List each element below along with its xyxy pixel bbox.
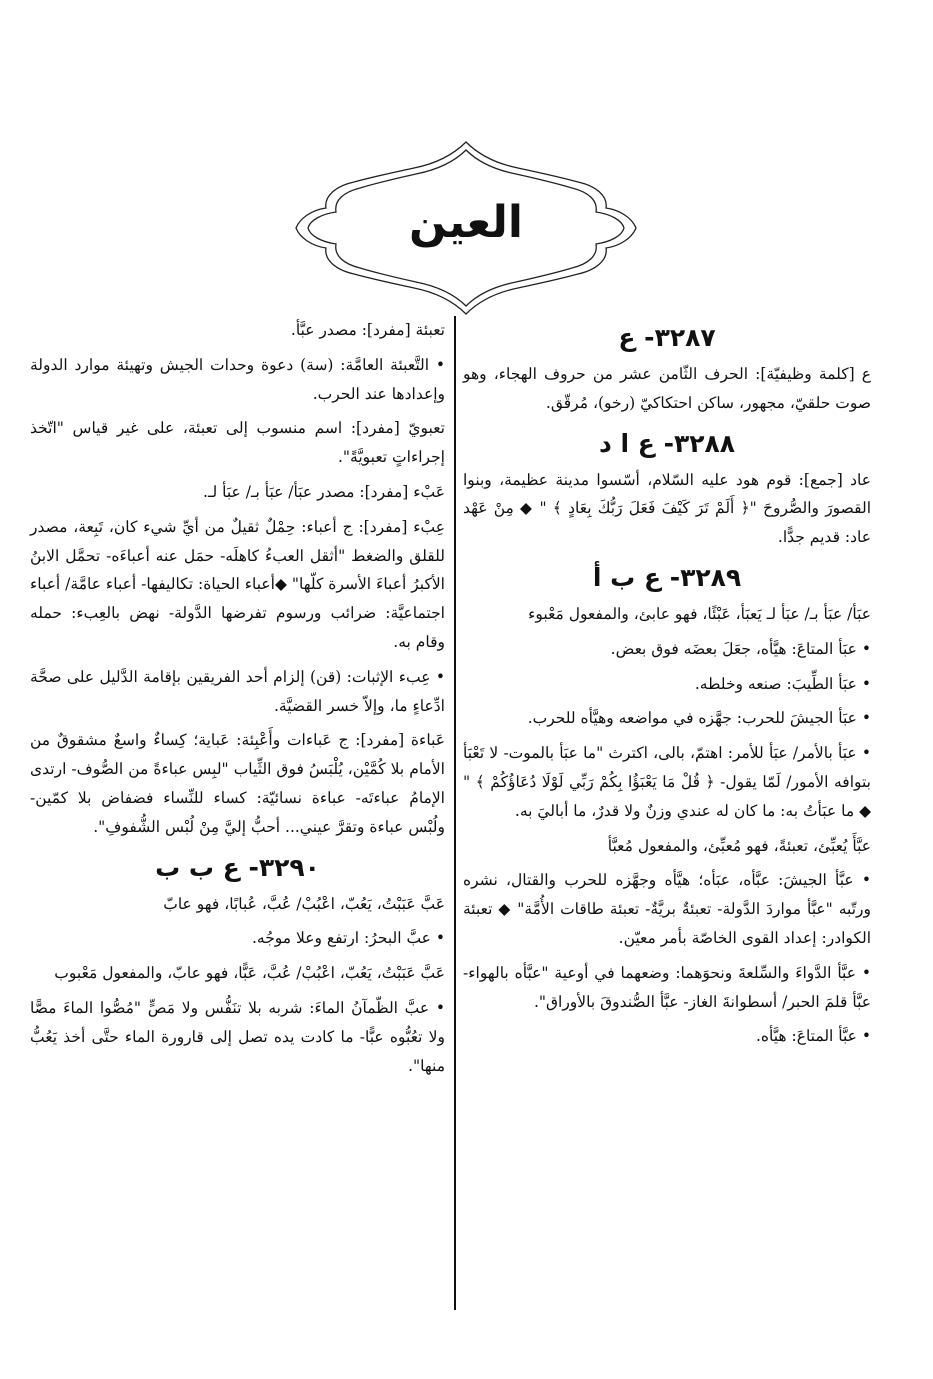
entry-paragraph: • عبَّأ المتاعَ: هيَّأه. (755, 1027, 871, 1046)
entry-paragraph: • التَّعبئة العامَّة: (سة) دعوة وحدات الجيش وتهيئة موارد الدولة وإعدادها عند الحرب. (30, 355, 445, 403)
entry-paragraph: • عبَّأ الجيشَ: عبَّأه، عبَأه؛ هيَّأه وجهَّزه للحرب والقتال، نشره ورتّبه "عبَّأ مواردَ الدَّولة- تعبئةٌ بريَّةٌ- تعبئة طاقات الأُمَّة" ◆ تعبئة الكوادر: إعداد القوى الخاصّة بأمر معيّن. (463, 871, 871, 947)
entry-paragraph: • عبَّ البحرُ: ارتفع وعلا موجُه. (251, 929, 445, 948)
entry-paragraph: عَبَّ عَبَبْتُ، يَعُبّ، اعْبُبْ/ عُبَّ، عَبًّا، فهو عابّ، والمفعول مَعْبوب (54, 964, 445, 983)
entry-paragraph: • عبَأ الجيشَ للحرب: جهَّزه في مواضعه وهيَّأه للحرب. (527, 709, 871, 728)
entry-paragraph: عبَأ/ عبَأ بـ/ عبَأ لـ يَعبَأ، عَبْئًا، فهو عابئ، والمفعول مَعْبوء (528, 604, 871, 623)
entry-paragraph: تعبئة [مفرد]: مصدر عبَّأ. (290, 321, 445, 339)
chapter-title: العين (409, 197, 523, 248)
entry-paragraph: عَبْء [مفرد]: مصدر عبَأ/ عبَأ بـ/ عبَأ لـ. (203, 482, 445, 501)
entry-paragraph: ع [كلمة وظيفيّة]: الحرف الثّامن عشر من حروف الهجاء، وهو صوت حلقيّ، مجهور، ساكن احتكاكيّ (رخو)، مُرقّق. (463, 365, 871, 412)
entry-paragraph: عَباءة [مفرد]: ج عَباءات وأَعْبِئة: عَباية؛ كِساءٌ واسعٌ مشقوقٌ من الأمام بلا كُمَّيْن، يُلْبَسُ فوق الثِّياب "لبِس عباءةً من الصُّوف- ارتدى الإمامُ عباءتَه- عباءة نسائيّة: كساء للنِّساء فضفاض بلا كمّين- ولُبْس عباءة وتقرَّ عيني... أحبُّ إليَّ مِنْ لُبْس الشُّفوفِ". (30, 731, 445, 836)
chapter-ornament-frame (0, 0, 933, 320)
entry-paragraph: • عِبء الإثبات: (قن) إلزام أحد الفريقين بإقامة الدَّليل على صحَّة ادِّعاءٍ ما، وإلاّ خسر القضيَّة. (30, 667, 445, 715)
entry-paragraph: تعبويّ [مفرد]: اسم منسوب إلى تعبئة، على غير قياس "اتّخذ إجراءاتٍ تعبويَّةً". (30, 419, 445, 467)
entry-paragraph: عِبْء [مفرد]: ج أعباء: حِمْلٌ ثقيلٌ من أيِّ شيء كان، تَبِعة، مصدر للقلق والضغط "أثقل العبءُ كاهلَه- حمَل عنه أعباءَه- تحمَّل الابنُ الأكبرُ أعباءَ الأسرة كلّها" ◆أعباء الحياة: تكاليفها- أعباء عامَّة/ أعباء اجتماعيَّة: ضرائب ورسوم تفرضها الدَّولة- نهض بالعِبء: حمله وقام به. (30, 517, 445, 651)
left-column (30, 316, 445, 1086)
right-column (463, 316, 871, 1057)
entry-paragraph: • عبَأ المتاعَ: هيَّأه، جعَلَ بعضَه فوق بعض. (610, 639, 871, 658)
entry-paragraph: عَبَّ عَبَبْتُ، يَعُبّ، اعْبُبْ/ عُبَّ، عُبابًا، فهو عابّ (163, 894, 445, 913)
entry-paragraph: • عبَأ بالأمر/ عبَأ للأمر: اهتمّ، بالى، اكترث "ما عبَأ بالموت- لا تَعْبَأ بتوافه الأمور/ لَمّا يقول- ﴿ قُلْ مَا يَعْبَؤُا بِكُمْ رَبِّي لَوْلَا دُعَاؤُكُمْ ﴾ " ◆ ما عبَأتُ به: ما كان له عندي وزنٌ ولا قدرٌ، ما أباليَ به. (463, 744, 871, 820)
entry-root-heading: ٣٢٨٨- ع ا د (598, 428, 735, 458)
entry-paragraph: عاد [جمع]: قوم هود عليه السّلام، أسّسوا مدينة عظيمة، وبنوا القصورَ والصُّروحَ "﴿ أَلَمْ تَرَ كَيْفَ فَعَلَ رَبُّكَ بِعَادٍ ﴾ " ◆ مِنْ عَهْد عاد: قديم جدًّا. (463, 470, 871, 547)
entry-paragraph: • عبَأ الطِّيبَ: صنعه وخلطه. (694, 674, 871, 693)
entry-root-heading: ٣٢٨٩- ع ب أ (592, 562, 742, 592)
column-divider (454, 316, 456, 1310)
entry-root-heading: ٣٢٩٠- ع ب ب (155, 852, 320, 882)
entry-root-heading: ٣٢٨٧- ع (618, 323, 716, 352)
entry-paragraph: عبَّأَ يُعبِّئ، تعبئةً، فهو مُعبِّئ، والمفعول مُعبَّأ (607, 836, 871, 855)
entry-paragraph: • عبَّأ الدَّواءَ والسِّلعةَ ونحوَهما: وضعهما في أوعية "عبَّأه بالهواء- عبَّأ قلمَ الحبر/ أسطوانةَ الغاز- عبَّأ الصُّندوقَ بالأوراق". (463, 963, 871, 1011)
entry-paragraph: • عبَّ الظّمآنُ الماءَ: شربه بلا تنَفُّس ولا مَصٍّ "مُصُّوا الماءَ مصًّا ولا تعُبُّوه عبًّا- ما كادت يده تصل إلى قارورة الماء حتَّى أخذ يَعُبُّ منها". (30, 998, 445, 1075)
